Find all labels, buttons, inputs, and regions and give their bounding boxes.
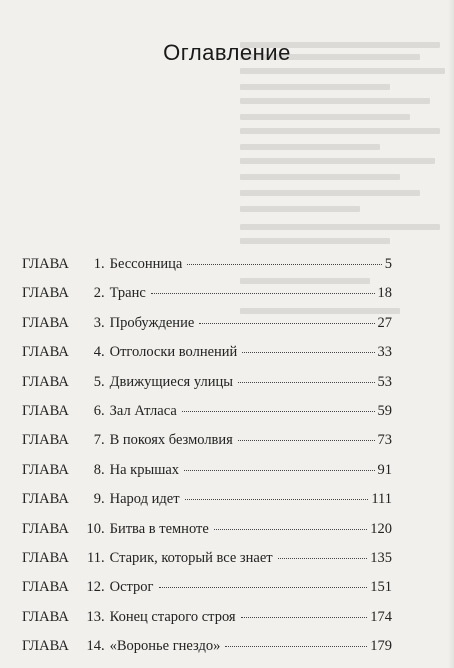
chapter-label: ГЛАВА <box>22 314 69 331</box>
chapter-number: 7 <box>93 432 101 449</box>
number-dot: . <box>101 314 105 331</box>
chapter-title: Народ идет <box>109 491 180 508</box>
page-number: 111 <box>371 491 392 508</box>
chapter-title: На крышах <box>109 461 180 478</box>
number-dot: . <box>101 403 105 419</box>
chapter-number: 11 <box>87 550 101 566</box>
chapter-number: 6 <box>93 403 101 419</box>
number-dot: . <box>101 579 105 596</box>
page-edge-shadow <box>448 0 454 668</box>
chapter-title: Острог <box>109 579 154 596</box>
chapter-title: В покоях безмолвия <box>109 432 233 449</box>
page-number: 135 <box>370 550 392 566</box>
chapter-label: ГЛАВА <box>22 256 69 272</box>
toc-entry[interactable] <box>22 576 392 598</box>
chapter-number: 10 <box>86 520 101 537</box>
chapter-number: 9 <box>93 491 101 508</box>
chapter-label: ГЛАВА <box>22 491 69 508</box>
chapter-number: 2 <box>93 285 101 302</box>
number-dot: . <box>101 373 105 390</box>
dot-leader <box>185 499 369 500</box>
chapter-number: 1 <box>93 256 101 272</box>
toc-entry[interactable] <box>22 282 392 304</box>
toc-entry[interactable] <box>22 459 392 481</box>
toc-entry[interactable] <box>22 253 392 275</box>
number-dot: . <box>101 256 105 272</box>
page-number: 73 <box>377 432 392 449</box>
chapter-title: Битва в темноте <box>109 520 209 537</box>
chapter-number: 14 <box>86 638 101 655</box>
chapter-number: 5 <box>93 373 101 390</box>
toc-entry[interactable] <box>22 518 392 540</box>
dot-leader <box>159 587 368 588</box>
toc-entry[interactable] <box>22 429 392 451</box>
chapter-label: ГЛАВА <box>22 579 69 596</box>
chapter-label: ГЛАВА <box>22 432 69 449</box>
page-number: 27 <box>377 314 392 331</box>
page-number: 174 <box>370 608 392 625</box>
number-dot: . <box>101 550 105 566</box>
page-number: 18 <box>377 285 392 302</box>
chapter-label: ГЛАВА <box>22 403 69 419</box>
number-dot: . <box>101 491 105 508</box>
page-number: 33 <box>377 344 392 361</box>
chapter-number: 4 <box>93 344 101 361</box>
chapter-label: ГЛАВА <box>22 520 69 537</box>
chapter-number: 8 <box>93 461 101 478</box>
dot-leader <box>151 293 375 294</box>
chapter-number: 3 <box>93 314 101 331</box>
page-title: Оглавление <box>163 40 291 65</box>
dot-leader <box>225 646 367 647</box>
chapter-title: Старик, который все знает <box>109 550 273 566</box>
chapter-title: Движущиеся улицы <box>109 373 233 390</box>
number-dot: . <box>101 285 105 302</box>
toc-entry[interactable] <box>22 547 392 569</box>
chapter-label: ГЛАВА <box>22 461 69 478</box>
dot-leader <box>278 558 368 559</box>
page-number: 53 <box>377 373 392 390</box>
chapter-label: ГЛАВА <box>22 285 69 302</box>
chapter-label: ГЛАВА <box>22 344 69 361</box>
page-number: 5 <box>384 256 392 272</box>
page-number: 91 <box>377 461 392 478</box>
number-dot: . <box>101 520 105 537</box>
page-number: 151 <box>370 579 392 596</box>
toc-entry[interactable] <box>22 635 392 657</box>
chapter-title: Зал Атласа <box>109 403 177 419</box>
dot-leader <box>199 323 374 324</box>
chapter-number: 12 <box>86 579 101 596</box>
number-dot: . <box>101 608 105 625</box>
chapter-title: Конец старого строя <box>109 608 236 625</box>
dot-leader <box>187 264 381 265</box>
chapter-label: ГЛАВА <box>22 608 69 625</box>
dot-leader <box>214 529 367 530</box>
dot-leader <box>238 382 375 383</box>
dot-leader <box>242 352 374 353</box>
toc-entry[interactable] <box>22 400 392 422</box>
chapter-label: ГЛАВА <box>22 373 69 390</box>
toc-entry[interactable] <box>22 606 392 628</box>
chapter-title: Пробуждение <box>109 314 195 331</box>
chapter-number: 13 <box>86 608 101 625</box>
toc-entry[interactable] <box>22 312 392 334</box>
dot-leader <box>238 440 375 441</box>
number-dot: . <box>101 344 105 361</box>
number-dot: . <box>101 461 105 478</box>
page-number: 120 <box>370 520 392 537</box>
dot-leader <box>184 470 374 471</box>
chapter-title: Отголоски волнений <box>109 344 238 361</box>
chapter-title: «Воронье гнездо» <box>109 638 221 655</box>
toc-entry[interactable] <box>22 488 392 510</box>
dot-leader <box>241 617 368 618</box>
chapter-label: ГЛАВА <box>22 550 69 566</box>
dot-leader <box>182 411 375 412</box>
chapter-label: ГЛАВА <box>22 638 69 655</box>
chapter-title: Транс <box>109 285 146 302</box>
page-number: 59 <box>377 403 392 419</box>
number-dot: . <box>101 432 105 449</box>
number-dot: . <box>101 638 105 655</box>
chapter-title: Бессонница <box>109 256 183 272</box>
toc-entry[interactable] <box>22 341 392 363</box>
page-number: 179 <box>370 638 392 655</box>
toc-entry[interactable] <box>22 371 392 393</box>
